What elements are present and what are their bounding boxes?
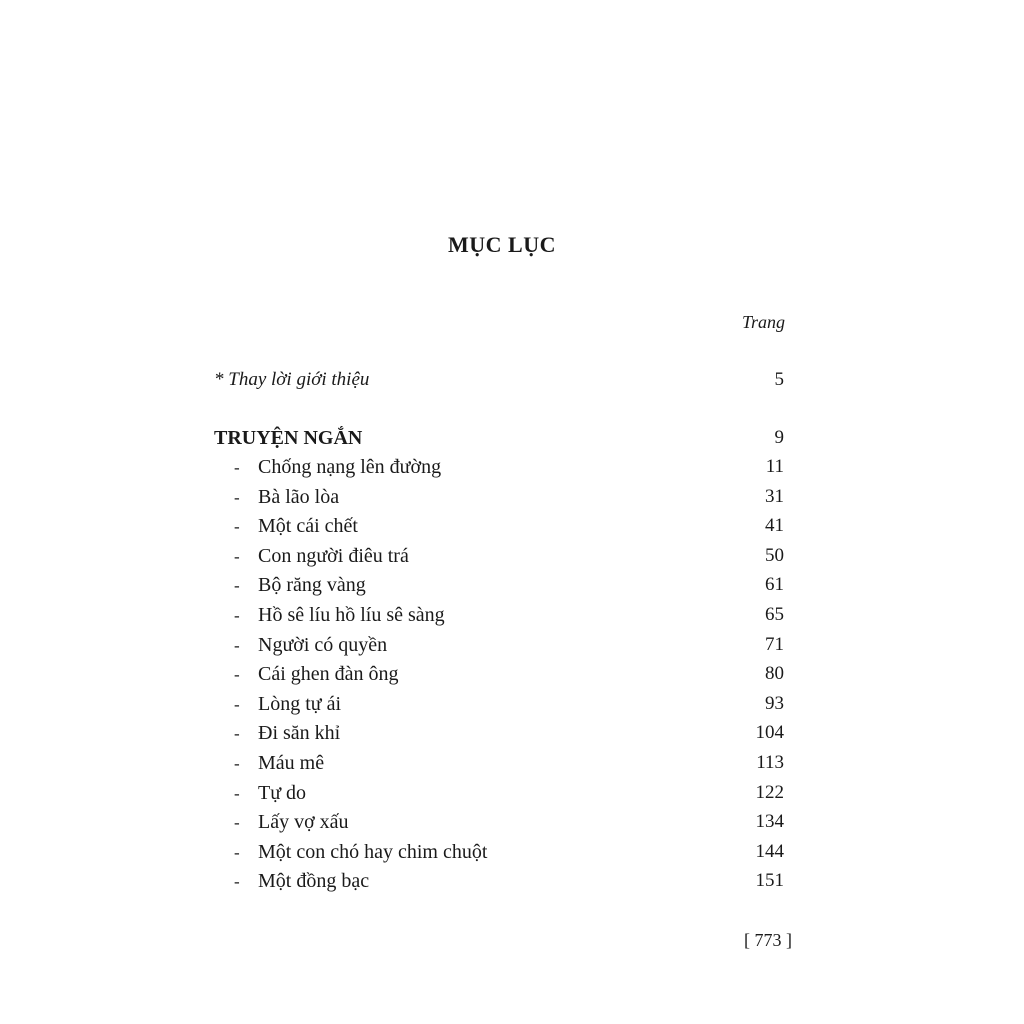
entry-page: 50 bbox=[765, 544, 784, 566]
toc-story-list bbox=[234, 456, 784, 900]
page-column-header: Trang bbox=[742, 312, 786, 332]
entry-page: 93 bbox=[765, 692, 784, 714]
entry-dash: - bbox=[234, 635, 240, 655]
entry-page: 65 bbox=[765, 603, 784, 625]
toc-section-label: TRUYỆN NGẮN bbox=[214, 427, 363, 449]
entry-page: 134 bbox=[755, 811, 784, 833]
entry-title: Bộ răng vàng bbox=[258, 574, 366, 597]
entry-page: 71 bbox=[765, 633, 784, 655]
toc-entry bbox=[234, 782, 784, 812]
toc-entry bbox=[234, 456, 784, 486]
toc-intro-page: 5 bbox=[774, 369, 784, 390]
entry-dash: - bbox=[234, 694, 240, 714]
entry-title: Một đồng bạc bbox=[258, 870, 370, 893]
entry-page: 41 bbox=[765, 515, 784, 537]
toc-entry bbox=[234, 841, 784, 871]
toc-section-page: 9 bbox=[774, 427, 784, 448]
entry-title: Một con chó hay chim chuột bbox=[258, 840, 488, 863]
entry-dash: - bbox=[234, 576, 240, 596]
entry-dash: - bbox=[234, 813, 240, 833]
entry-title: Tự do bbox=[258, 781, 307, 804]
toc-intro-entry bbox=[214, 369, 784, 395]
toc-entry bbox=[234, 604, 784, 634]
entry-dash: - bbox=[234, 487, 240, 507]
entry-page: 113 bbox=[756, 751, 784, 773]
entry-dash: - bbox=[234, 605, 240, 625]
entry-page: 80 bbox=[765, 663, 784, 685]
entry-page: 122 bbox=[755, 781, 784, 803]
entry-page: 61 bbox=[765, 574, 784, 596]
toc-entry bbox=[234, 663, 784, 693]
page-title: MỤC LỤC bbox=[448, 232, 556, 257]
toc-entry bbox=[234, 634, 784, 664]
toc-intro-label: * Thay lời giới thiệu bbox=[214, 369, 370, 390]
entry-dash: - bbox=[234, 842, 240, 862]
entry-page: 104 bbox=[755, 722, 784, 744]
toc-entry bbox=[234, 811, 784, 841]
entry-dash: - bbox=[234, 458, 240, 477]
entry-page: 144 bbox=[755, 840, 784, 862]
entry-dash: - bbox=[234, 546, 240, 566]
entry-dash: - bbox=[234, 665, 240, 685]
toc-entry bbox=[234, 574, 784, 604]
entry-title: Con người điêu trá bbox=[258, 544, 409, 567]
toc-entry bbox=[234, 693, 784, 723]
toc-entry bbox=[234, 752, 784, 782]
entry-title: Hồ sê líu hồ líu sê sàng bbox=[258, 603, 445, 626]
toc-entry bbox=[234, 722, 784, 752]
entry-dash: - bbox=[234, 872, 240, 892]
page-number: [ 773 ] bbox=[744, 930, 792, 950]
entry-dash: - bbox=[234, 724, 240, 744]
entry-title: Người có quyền bbox=[258, 633, 388, 656]
entry-page: 31 bbox=[765, 485, 784, 507]
entry-title: Máu mê bbox=[258, 751, 325, 774]
entry-page: 151 bbox=[755, 870, 784, 892]
toc-entry bbox=[234, 545, 784, 575]
toc-section-heading bbox=[214, 427, 784, 453]
entry-title: Lòng tự ái bbox=[258, 692, 342, 715]
entry-dash: - bbox=[234, 753, 240, 773]
entry-dash: - bbox=[234, 783, 240, 803]
entry-title: Đi săn khỉ bbox=[258, 722, 341, 745]
entry-title: Bà lão lòa bbox=[258, 485, 340, 508]
toc-entry bbox=[234, 486, 784, 516]
entry-dash: - bbox=[234, 517, 240, 537]
entry-page: 11 bbox=[765, 456, 784, 477]
entry-title: Một cái chết bbox=[258, 515, 358, 538]
entry-title: Lấy vợ xấu bbox=[258, 811, 349, 834]
entry-title: Cái ghen đàn ông bbox=[258, 663, 399, 686]
entry-title: Chống nạng lên đường bbox=[258, 456, 442, 478]
toc-entry bbox=[234, 870, 784, 900]
toc-entry bbox=[234, 515, 784, 545]
